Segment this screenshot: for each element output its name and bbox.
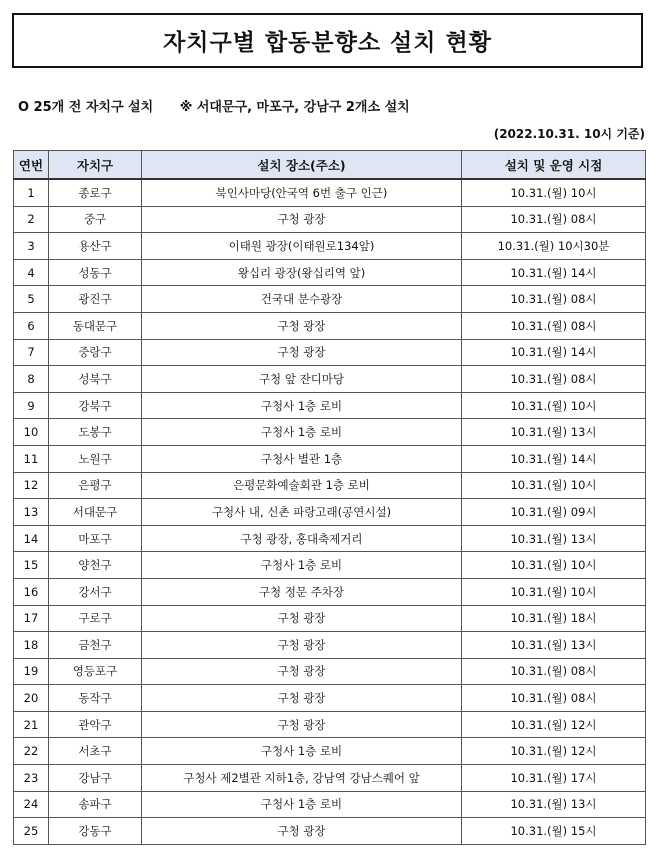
- operation-time: 10.31.(월) 08시: [462, 286, 646, 313]
- location: 건국대 분수광장: [142, 286, 462, 313]
- table-row: [14, 552, 646, 579]
- district-name: 동작구: [49, 685, 142, 712]
- row-number: 8: [14, 366, 49, 393]
- table-row: [14, 419, 646, 446]
- operation-time: 10.31.(월) 08시: [462, 312, 646, 339]
- district-name: 금천구: [49, 632, 142, 659]
- location: 구청 광장: [142, 658, 462, 685]
- location: 구청 광장, 홍대축제거리: [142, 525, 462, 552]
- operation-time: 10.31.(월) 10시: [462, 578, 646, 605]
- district-name: 양천구: [49, 552, 142, 579]
- subtitle: [18, 96, 410, 115]
- table-body: [14, 179, 646, 844]
- district-name: 마포구: [49, 525, 142, 552]
- page-title: 자치구별 합동분향소 설치 현황: [163, 30, 492, 56]
- installation-table: [13, 150, 646, 845]
- table-row: [14, 711, 646, 738]
- operation-time: 10.31.(월) 14시: [462, 259, 646, 286]
- location: 구청사 1층 로비: [142, 791, 462, 818]
- location: 구청 광장: [142, 339, 462, 366]
- header-district: 자치구: [49, 151, 142, 180]
- district-name: 강북구: [49, 392, 142, 419]
- district-name: 서초구: [49, 738, 142, 765]
- district-name: 강서구: [49, 578, 142, 605]
- row-number: 1: [14, 179, 49, 206]
- operation-time: 10.31.(월) 17시: [462, 765, 646, 792]
- row-number: 10: [14, 419, 49, 446]
- row-number: 12: [14, 472, 49, 499]
- table-row: [14, 765, 646, 792]
- title-box: [12, 13, 643, 68]
- district-name: 도봉구: [49, 419, 142, 446]
- location: 이태원 광장(이태원로134앞): [142, 233, 462, 260]
- location: 구청 광장: [142, 632, 462, 659]
- table-row: [14, 206, 646, 233]
- table-row: [14, 791, 646, 818]
- operation-time: 10.31.(월) 08시: [462, 366, 646, 393]
- row-number: 22: [14, 738, 49, 765]
- row-number: 20: [14, 685, 49, 712]
- table-row: [14, 339, 646, 366]
- row-number: 23: [14, 765, 49, 792]
- district-name: 구로구: [49, 605, 142, 632]
- row-number: 21: [14, 711, 49, 738]
- district-name: 중랑구: [49, 339, 142, 366]
- location: 구청사 1층 로비: [142, 552, 462, 579]
- district-name: 강동구: [49, 818, 142, 845]
- table-row: [14, 685, 646, 712]
- header-number: 연번: [14, 151, 49, 180]
- location: 북인사마당(안국역 6번 출구 인근): [142, 179, 462, 206]
- district-name: 노원구: [49, 445, 142, 472]
- table-row: [14, 179, 646, 206]
- basis-date: (2022.10.31. 10시 기준): [493, 127, 645, 141]
- location: 은평문화예술회관 1층 로비: [142, 472, 462, 499]
- location: 구청 광장: [142, 605, 462, 632]
- district-name: 송파구: [49, 791, 142, 818]
- district-name: 강남구: [49, 765, 142, 792]
- table-row: [14, 632, 646, 659]
- operation-time: 10.31.(월) 18시: [462, 605, 646, 632]
- district-name: 영등포구: [49, 658, 142, 685]
- table-row: [14, 312, 646, 339]
- location: 구청사 내, 신촌 파랑고래(공연시설): [142, 499, 462, 526]
- row-number: 24: [14, 791, 49, 818]
- table-row: [14, 286, 646, 313]
- location: 구청사 제2별관 지하1층, 강남역 강남스퀘어 앞: [142, 765, 462, 792]
- location: 구청 광장: [142, 711, 462, 738]
- operation-time: 10.31.(월) 13시: [462, 419, 646, 446]
- operation-time: 10.31.(월) 15시: [462, 818, 646, 845]
- table-row: [14, 472, 646, 499]
- operation-time: 10.31.(월) 09시: [462, 499, 646, 526]
- table-row: [14, 445, 646, 472]
- table-row: [14, 818, 646, 845]
- location: 왕십리 광장(왕십리역 앞): [142, 259, 462, 286]
- subtitle-main: O 25개 전 자치구 설치: [18, 100, 154, 115]
- row-number: 15: [14, 552, 49, 579]
- operation-time: 10.31.(월) 13시: [462, 791, 646, 818]
- district-name: 관악구: [49, 711, 142, 738]
- operation-time: 10.31.(월) 14시: [462, 339, 646, 366]
- row-number: 9: [14, 392, 49, 419]
- row-number: 18: [14, 632, 49, 659]
- operation-time: 10.31.(월) 10시30분: [462, 233, 646, 260]
- row-number: 6: [14, 312, 49, 339]
- subtitle-note: ※ 서대문구, 마포구, 강남구 2개소 설치: [179, 100, 410, 115]
- row-number: 17: [14, 605, 49, 632]
- table-row: [14, 259, 646, 286]
- row-number: 7: [14, 339, 49, 366]
- row-number: 13: [14, 499, 49, 526]
- operation-time: 10.31.(월) 14시: [462, 445, 646, 472]
- row-number: 3: [14, 233, 49, 260]
- operation-time: 10.31.(월) 08시: [462, 685, 646, 712]
- operation-time: 10.31.(월) 13시: [462, 525, 646, 552]
- table-row: [14, 499, 646, 526]
- row-number: 5: [14, 286, 49, 313]
- table-row: [14, 578, 646, 605]
- operation-time: 10.31.(월) 12시: [462, 738, 646, 765]
- location: 구청 앞 잔디마당: [142, 366, 462, 393]
- location: 구청 광장: [142, 685, 462, 712]
- row-number: 14: [14, 525, 49, 552]
- table-row: [14, 658, 646, 685]
- district-name: 종로구: [49, 179, 142, 206]
- location: 구청사 1층 로비: [142, 419, 462, 446]
- district-name: 서대문구: [49, 499, 142, 526]
- district-name: 성동구: [49, 259, 142, 286]
- operation-time: 10.31.(월) 08시: [462, 658, 646, 685]
- location: 구청사 1층 로비: [142, 392, 462, 419]
- table-row: [14, 366, 646, 393]
- location: 구청사 별관 1층: [142, 445, 462, 472]
- table-row: [14, 525, 646, 552]
- location: 구청 광장: [142, 312, 462, 339]
- row-number: 2: [14, 206, 49, 233]
- operation-time: 10.31.(월) 13시: [462, 632, 646, 659]
- district-name: 은평구: [49, 472, 142, 499]
- row-number: 16: [14, 578, 49, 605]
- operation-time: 10.31.(월) 10시: [462, 552, 646, 579]
- district-name: 동대문구: [49, 312, 142, 339]
- district-name: 용산구: [49, 233, 142, 260]
- header-operation-time: 설치 및 운영 시점: [462, 151, 646, 180]
- row-number: 4: [14, 259, 49, 286]
- table-row: [14, 605, 646, 632]
- operation-time: 10.31.(월) 10시: [462, 179, 646, 206]
- location: 구청 광장: [142, 206, 462, 233]
- table-row: [14, 738, 646, 765]
- row-number: 19: [14, 658, 49, 685]
- row-number: 11: [14, 445, 49, 472]
- operation-time: 10.31.(월) 08시: [462, 206, 646, 233]
- location: 구청사 1층 로비: [142, 738, 462, 765]
- table-row: [14, 392, 646, 419]
- district-name: 광진구: [49, 286, 142, 313]
- operation-time: 10.31.(월) 10시: [462, 472, 646, 499]
- table-row: [14, 233, 646, 260]
- table-header: [14, 151, 646, 180]
- location: 구청 정문 주차장: [142, 578, 462, 605]
- district-name: 중구: [49, 206, 142, 233]
- district-name: 성북구: [49, 366, 142, 393]
- header-row: [14, 151, 646, 180]
- operation-time: 10.31.(월) 10시: [462, 392, 646, 419]
- row-number: 25: [14, 818, 49, 845]
- header-location: 설치 장소(주소): [142, 151, 462, 180]
- operation-time: 10.31.(월) 12시: [462, 711, 646, 738]
- location: 구청 광장: [142, 818, 462, 845]
